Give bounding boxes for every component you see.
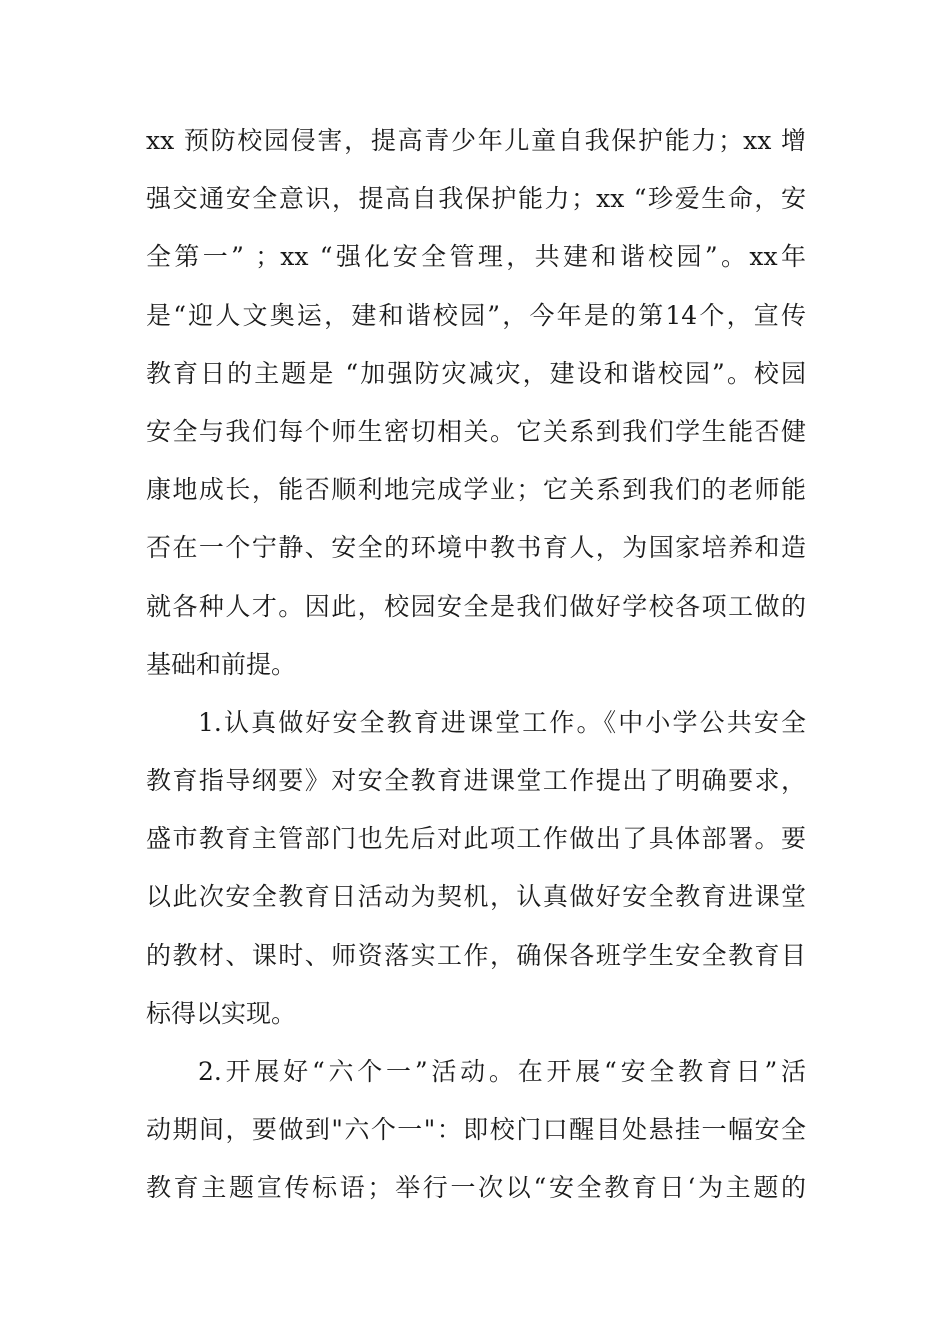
text-line: 是“迎人文奥运，建和谐校园”，今年是的第14个，宣传 (146, 300, 806, 330)
text-line: 康地成长，能否顺利地完成学业；它关系到我们的老师能 (146, 475, 806, 505)
text-line: xx 预防校园侵害，提高青少年儿童自我保护能力；xx 增 (146, 126, 806, 155)
text-line: 基础和前提。 (146, 649, 297, 679)
text-line: 强交通安全意识，提高自我保护能力；xx “珍爱生命，安 (146, 184, 806, 214)
text-line: 1.认真做好安全教育进课堂工作。《中小学公共安全 (198, 707, 806, 737)
text-line: 教育指导纲要》对安全教育进课堂工作提出了明确要求， (146, 766, 806, 796)
text-line: 全第一” ；xx “强化安全管理，共建和谐校园”。xx年 (146, 242, 806, 272)
text-line: 教育日的主题是 “加强防灾减灾，建设和谐校园”。校园 (146, 358, 806, 388)
text-line: 标得以实现。 (146, 998, 297, 1028)
text-line: 教育主题宣传标语；举行一次以“安全教育日‘为主题的 (146, 1173, 806, 1203)
text-line: 的教材、课时、师资落实工作，确保各班学生安全教育目 (146, 940, 806, 970)
text-line: 动期间，要做到"六个一"：即校门口醒目处悬挂一幅安全 (146, 1115, 806, 1145)
text-line: 2.开展好“六个一”活动。在开展“安全教育日”活 (198, 1057, 806, 1086)
text-line: 以此次安全教育日活动为契机，认真做好安全教育进课堂 (146, 882, 806, 912)
text-line: 安全与我们每个师生密切相关。它关系到我们学生能否健 (146, 416, 806, 446)
text-line: 否在一个宁静、安全的环境中教书育人，为国家培养和造 (146, 533, 806, 563)
body-text (146, 112, 806, 1218)
text-line: 盛市教育主管部门也先后对此项工作做出了具体部署。要 (146, 824, 806, 854)
text-line: 就各种人才。因此，校园安全是我们做好学校各项工做的 (146, 591, 806, 621)
